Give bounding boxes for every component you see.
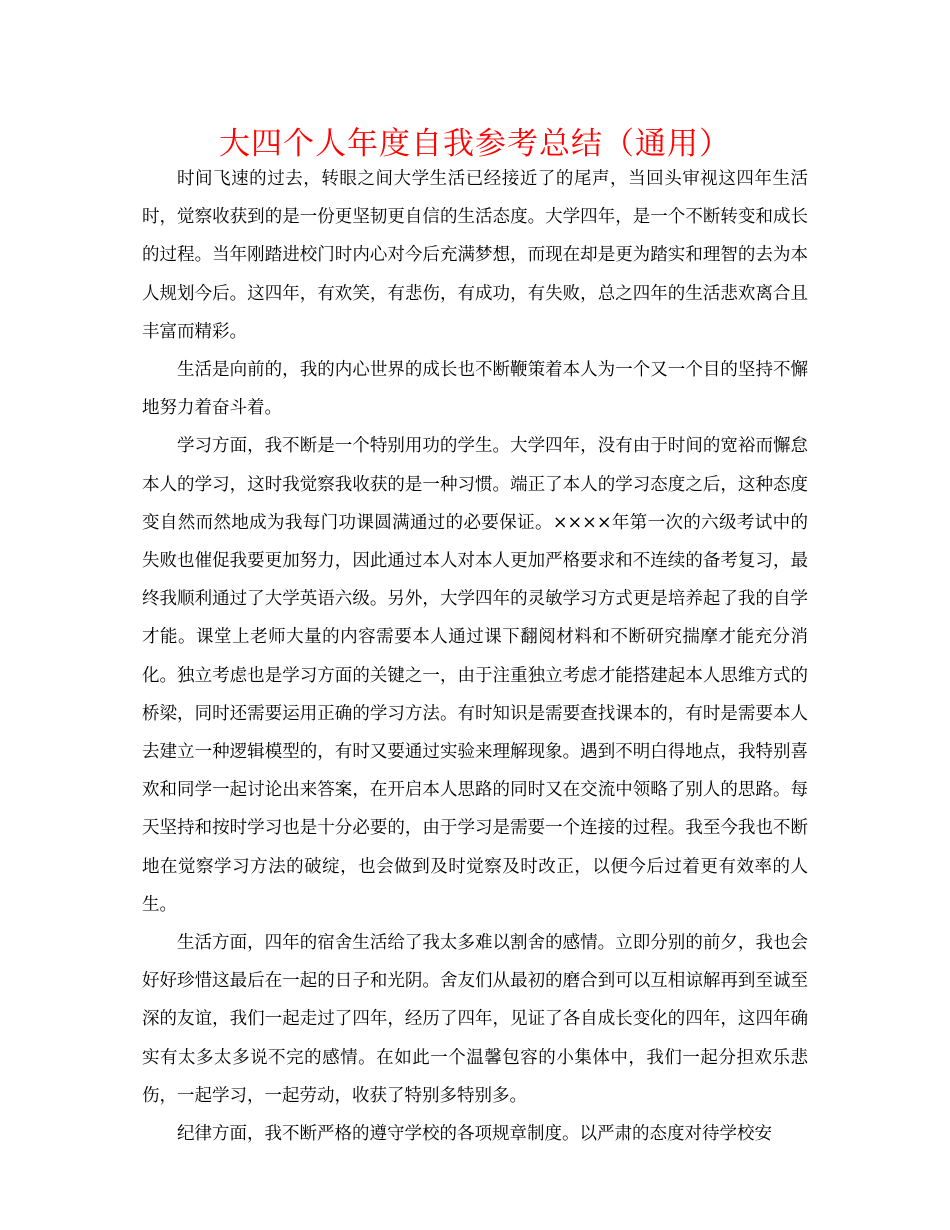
document-body: [142, 160, 808, 1153]
document-title: 大四个人年度自我参考总结（通用）: [219, 126, 731, 162]
paragraph-life: 生活方面，四年的宿舍生活给了我太多难以割舍的感情。立即分别的前夕，我也会好好珍惜这最后在一起的日子和光阴。舍友们从最初的磨合到可以互相谅解再到至诚至深的友谊，我们一起走过了四年，经历了四年，见证了各自成长变化的四年，这四年确实有太多太多说不完的感情。在如此一个温馨包容的小集体中，我们一起分担欢乐悲伤，一起学习，一起劳动，收获了特别多特别多。: [142, 933, 808, 1106]
paragraph-growth: 生活是向前的，我的内心世界的成长也不断鞭策着本人为一个又一个目的坚持不懈地努力着奋斗着。: [142, 360, 808, 419]
paragraph-discipline: 纪律方面，我不断严格的遵守学校的各项规章制度。以严肃的态度对待学校安: [177, 1124, 772, 1145]
paragraph-study: 学习方面，我不断是一个特别用功的学生。大学四年，没有由于时间的宽裕而懈怠本人的学习，这时我觉察我收获的是一种习惯。端正了本人的学习态度之后，这种态度变自然而然地成为我每门功课圆满通过的必要保证。××××年第一次的六级考试中的失败也催促我要更加努力，因此通过本人对本人更加严格要求和不连续的备考复习，最终我顺利通过了大学英语六级。另外，大学四年的灵敏学习方式更是培养起了我的自学才能。课堂上老师大量的内容需要本人通过课下翻阅材料和不断研究揣摩才能充分消化。独立考虑也是学习方面的关键之一，由于注重独立考虑才能搭建起本人思维方式的桥梁，同时还需要运用正确的学习方法。有时知识是需要查找课本的，有时是需要本人去建立一种逻辑模型的，有时又要通过实验来理解现象。遇到不明白得地点，我特别喜欢和同学一起讨论出来答案，在开启本人思路的同时又在交流中领略了别人的思路。每天坚持和按时学习也是十分必要的，由于学习是需要一个连接的过程。我至今我也不断地在觉察学习方法的破绽，也会做到及时觉察及时改正，以便今后过着更有效率的人生。: [142, 436, 808, 915]
paragraph-intro: 时间飞速的过去，转眼之间大学生活已经接近了的尾声，当回头审视这四年生活时，觉察收获到的是一份更坚韧更自信的生活态度。大学四年，是一个不断转变和成长的过程。当年刚踏进校门时内心对今后充满梦想，而现在却是更为踏实和理智的去为本人规划今后。这四年，有欢笑，有悲伤，有成功，有失败，总之四年的生活悲欢离合且丰富而精彩。: [142, 169, 808, 342]
